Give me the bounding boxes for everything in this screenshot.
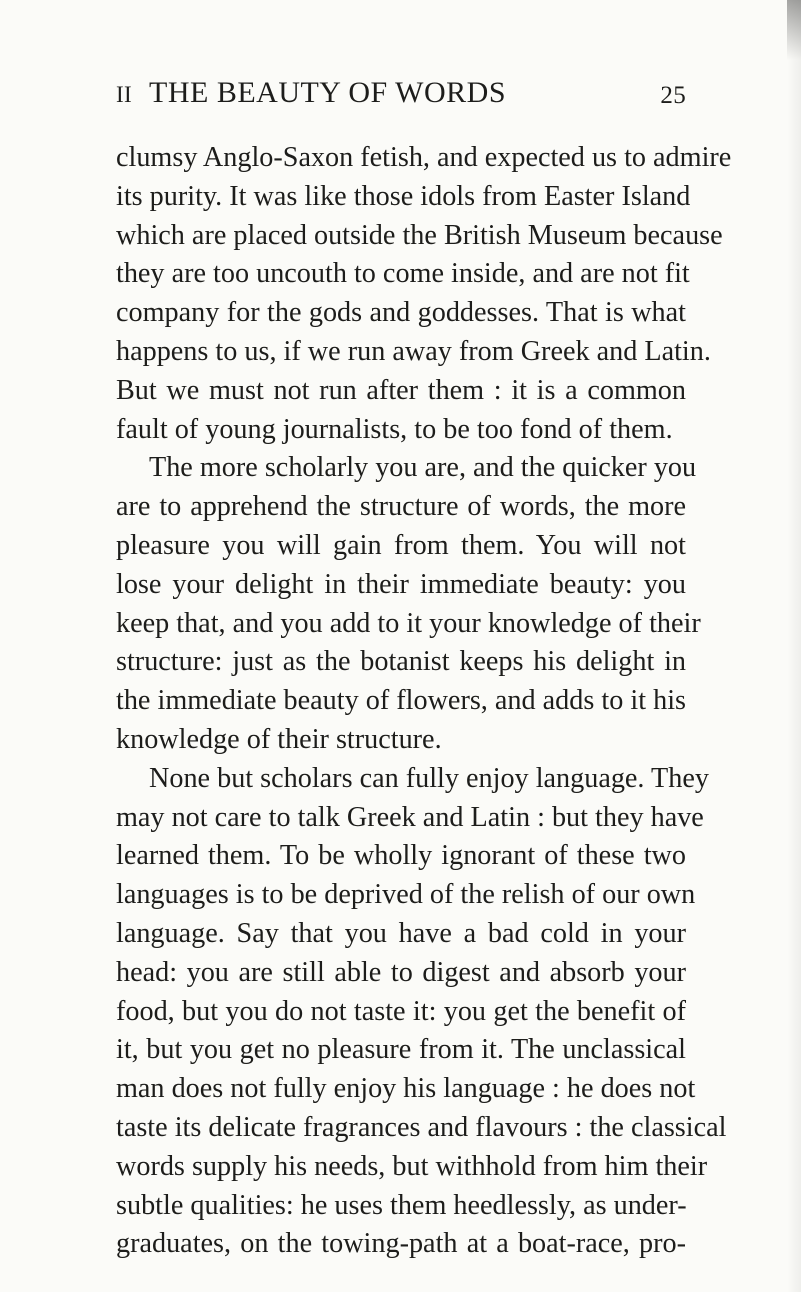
page-edge-shadow	[787, 0, 801, 1292]
text-line: languages is to be deprived of the relish of our own	[116, 879, 696, 911]
text-line: man does not fully enjoy his language : he does not	[116, 1073, 696, 1105]
text-line: it, but you get no pleasure from it. The unclassical	[116, 1034, 686, 1066]
text-line: which are placed outside the British Museum because	[116, 219, 723, 251]
body-text	[116, 139, 732, 1264]
text-line: learned them. To be wholly ignorant of these two	[116, 840, 686, 872]
page-number: 25	[660, 82, 686, 109]
text-line: clumsy Anglo-Saxon fetish, and expected us to admire	[116, 142, 732, 173]
text-line: None but scholars can fully enjoy language. They	[149, 762, 709, 794]
text-line: the immediate beauty of flowers, and adds to it his	[116, 685, 686, 717]
text-line: they are too uncouth to come inside, and are not fit	[116, 258, 690, 290]
text-line: company for the gods and goddesses. That is what	[116, 297, 686, 329]
text-line: food, but you do not taste it: you get the benefit of	[116, 995, 686, 1027]
text-line: taste its delicate fragrances and flavours : the classical	[116, 1111, 727, 1143]
text-line: pleasure you will gain from them. You will not	[116, 529, 686, 561]
text-line: But we must not run after them : it is a common	[116, 374, 686, 406]
text-line: fault of young journalists, to be too fond of them.	[116, 413, 673, 445]
page-corner-shadow	[787, 0, 801, 60]
running-title: THE BEAUTY OF WORDS	[149, 76, 507, 109]
text-line: its purity. It was like those idols from Easter Island	[116, 180, 691, 212]
text-line: head: you are still able to digest and absorb your	[116, 956, 686, 988]
chapter-number: II	[116, 82, 132, 107]
text-line: graduates, on the towing-path at a boat-race, pro-	[116, 1228, 686, 1260]
text-line: happens to us, if we run away from Greek and Latin.	[116, 335, 711, 367]
text-line: words supply his needs, but withhold from him their	[116, 1150, 708, 1182]
text-line: may not care to talk Greek and Latin : but they have	[116, 801, 704, 833]
text-line: subtle qualities: he uses them heedlessly, as under-	[116, 1189, 687, 1221]
text-line: The more scholarly you are, and the quicker you	[149, 452, 697, 484]
text-line: keep that, and you add to it your knowledge of their	[116, 607, 701, 639]
text-line: language. Say that you have a bad cold in your	[116, 917, 686, 949]
text-line: knowledge of their structure.	[116, 723, 442, 755]
running-head	[116, 76, 686, 122]
text-line: are to apprehend the structure of words, the more	[116, 491, 686, 523]
text-line: structure: just as the botanist keeps his delight in	[116, 646, 686, 678]
text-line: lose your delight in their immediate beauty: you	[116, 568, 686, 600]
